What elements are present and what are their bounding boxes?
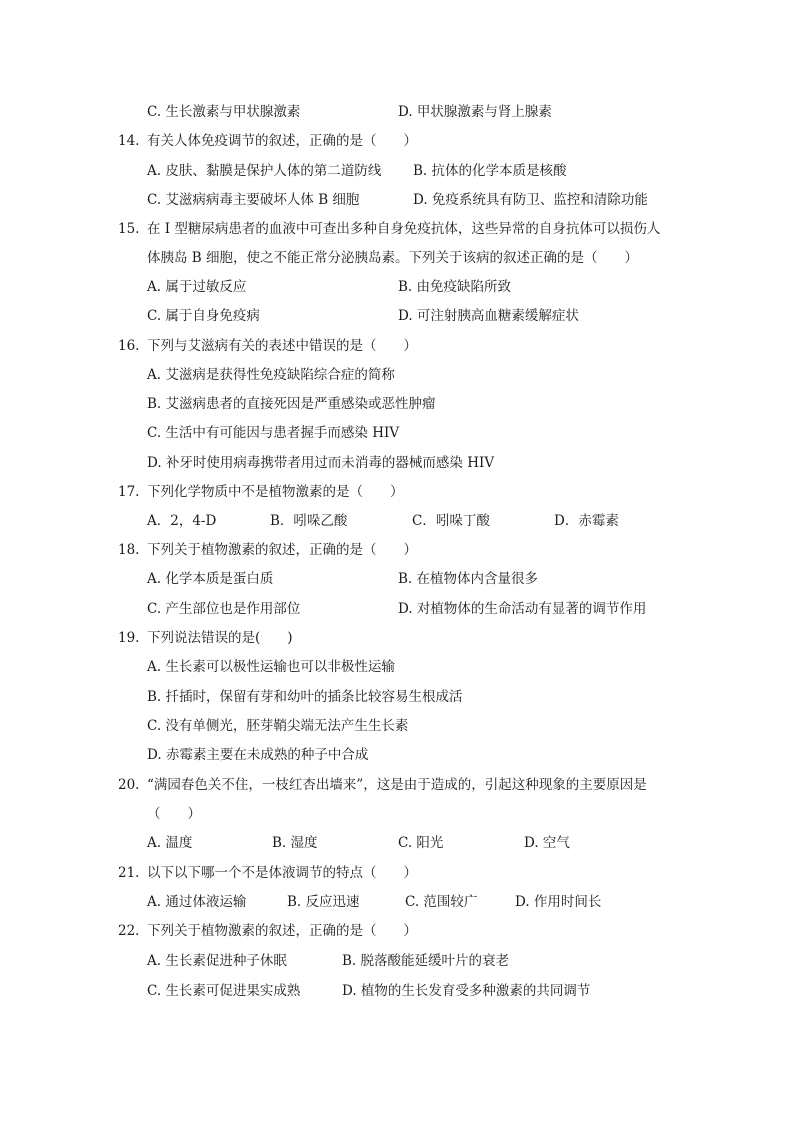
option-c: C．吲哚丁酸 <box>412 513 490 529</box>
option-c: C. 阳光 <box>398 835 444 851</box>
option-a: A. 化学本质是蛋白质 <box>147 571 274 587</box>
question-stem: 有关人体免疫调节的叙述，正确的是（ ） <box>147 133 417 149</box>
option-c: C. 生活中有可能因与患者握手而感染 HIV <box>147 425 400 441</box>
question-stem: 下列化学物质中不是植物激素的是（ ） <box>147 484 404 500</box>
question-stem-line-2: （ ） <box>147 806 201 822</box>
option-a: A. 生长素促进种子休眠 <box>147 953 287 969</box>
question-number: 14. <box>118 133 140 149</box>
option-d: D. 补牙时使用病毒携带者用过而未消毒的器械而感染 HIV <box>147 455 495 471</box>
question-number: 15. <box>118 221 140 237</box>
option-b: B. 脱落酸能延缓叶片的衰老 <box>342 953 510 969</box>
question-stem-line-1: “满园春色关不住，一枝红杏出墙来”，这是由于造成的，引起这种现象的主要原因是 <box>147 777 647 793</box>
option-a: A．2，4-D <box>147 513 217 529</box>
option-a: A. 艾滋病是获得性免疫缺陷综合症的简称 <box>147 367 395 383</box>
option-a: A. 属于过敏反应 <box>147 279 247 295</box>
q13-option-c: C. 生长激素与甲状腺激素 <box>147 104 301 120</box>
option-d: D. 对植物体的生命活动有显著的调节作用 <box>398 601 647 617</box>
option-c: C. 艾滋病病毒主要破坏人体 B 细胞 <box>147 192 360 208</box>
option-a: A. 皮肤、黏膜是保护人体的第二道防线 <box>147 163 382 179</box>
option-d: D．赤霉素 <box>554 513 619 529</box>
option-d: D. 植物的生长发育受多种激素的共同调节 <box>342 983 591 999</box>
option-c: C. 生长素可促进果实成熟 <box>147 983 301 999</box>
question-stem-line-2: 体胰岛 B 细胞，使之不能正常分泌胰岛素。下列关于该病的叙述正确的是（ ） <box>147 250 639 266</box>
option-c: C. 范围较广 <box>405 894 478 910</box>
question-stem: 下列关于植物激素的叙述，正确的是（ ） <box>147 542 417 558</box>
option-b: B. 反应迅速 <box>287 894 360 910</box>
option-a: A. 生长素可以极性运输也可以非极性运输 <box>147 659 395 675</box>
option-b: B. 艾滋病患者的直接死因是严重感染或恶性肿瘤 <box>147 396 436 412</box>
option-b: B. 由免疫缺陷所致 <box>398 279 512 295</box>
option-d: D. 可注射胰高血糖素缓解症状 <box>398 308 579 324</box>
option-c: C. 没有单侧光，胚芽鞘尖端无法产生生长素 <box>147 718 409 734</box>
question-number: 18. <box>118 542 140 558</box>
question-number: 16. <box>118 338 140 354</box>
option-b: B. 扦插时，保留有芽和幼叶的插条比较容易生根成活 <box>147 689 463 705</box>
question-stem: 下列说法错误的是( ) <box>147 630 293 646</box>
option-c: C. 产生部位也是作用部位 <box>147 601 301 617</box>
option-b: B. 湿度 <box>272 835 318 851</box>
question-number: 17. <box>118 484 140 500</box>
option-d: D. 作用时间长 <box>515 894 602 910</box>
q13-option-d: D. 甲状腺激素与肾上腺素 <box>398 104 552 120</box>
option-c: C. 属于自身免疫病 <box>147 308 260 324</box>
option-d: D. 赤霉素主要在未成熟的种子中合成 <box>147 747 369 763</box>
option-d: D. 空气 <box>524 835 570 851</box>
question-stem: 以下以下哪一个不是体液调节的特点（ ） <box>147 865 417 881</box>
option-b: B．吲哚乙酸 <box>270 513 348 529</box>
question-number: 22. <box>118 923 140 939</box>
question-number: 20. <box>118 777 140 793</box>
option-b: B. 在植物体内含量很多 <box>398 571 539 587</box>
question-stem: 下列关于植物激素的叙述，正确的是（ ） <box>147 923 417 939</box>
question-number: 19. <box>118 630 140 646</box>
question-stem: 下列与艾滋病有关的表述中错误的是（ ） <box>147 338 417 354</box>
option-d: D. 免疫系统具有防卫、监控和清除功能 <box>413 192 648 208</box>
option-a: A. 通过体液运输 <box>147 894 247 910</box>
option-b: B. 抗体的化学本质是核酸 <box>413 163 567 179</box>
question-number: 21. <box>118 865 140 881</box>
option-a: A. 温度 <box>147 835 193 851</box>
question-stem-line-1: 在 I 型糖尿病患者的血液中可查出多种自身免疫抗体，这些异常的自身抗体可以损伤人 <box>147 221 661 237</box>
